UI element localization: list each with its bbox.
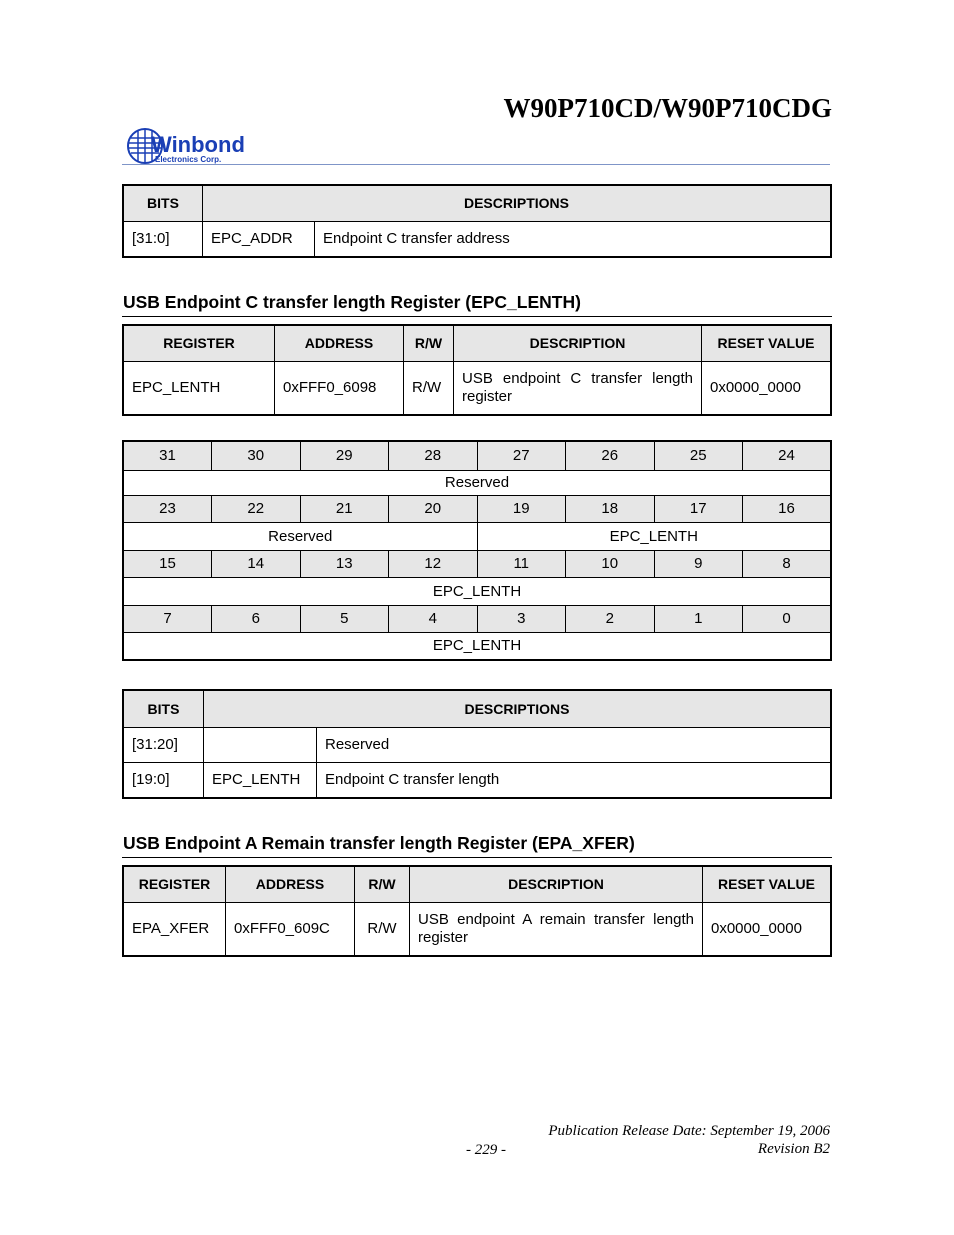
bits-table-epc-addr (122, 184, 832, 258)
register-table-epc-lenth: REGISTER ADDRESS R/W DESCRIPTION RESET VALUE EPC_LENTH 0xFFF0_6098 R/W USB endpoint C transfer length register 0x0000_0000 (122, 324, 832, 416)
bit-number: 15 (123, 550, 212, 577)
bit-number: 23 (123, 495, 212, 522)
svg-text:Winbond: Winbond (151, 132, 245, 157)
bit-number: 27 (477, 441, 566, 470)
col-bits: BITS (123, 185, 203, 221)
bit-number: 1 (654, 605, 743, 632)
bit-number: 10 (566, 550, 655, 577)
bit-number: 7 (123, 605, 212, 632)
bit-number: 29 (300, 441, 389, 470)
bit-number: 19 (477, 495, 566, 522)
register-table-epa-xfer: REGISTER ADDRESS R/W DESCRIPTION RESET VALUE EPA_XFER 0xFFF0_609C R/W USB endpoint A remain transfer length register 0x0000_0000 (122, 865, 832, 957)
bit-number: 5 (300, 605, 389, 632)
bit-number: 14 (212, 550, 301, 577)
table-row: [19:0] EPC_LENTH Endpoint C transfer length (123, 762, 831, 798)
header-rule (122, 164, 830, 165)
bit-map-table (122, 440, 832, 661)
bit-number: 18 (566, 495, 655, 522)
document-title: W90P710CD/W90P710CDG (503, 93, 832, 123)
bit-number: 28 (389, 441, 478, 470)
bit-number: 21 (300, 495, 389, 522)
bit-field-reserved: Reserved (123, 522, 477, 550)
svg-text:Electronics Corp.: Electronics Corp. (155, 155, 222, 164)
section-rule (122, 857, 832, 858)
bit-number: 31 (123, 441, 212, 470)
table-row: EPC_LENTH 0xFFF0_6098 R/W USB endpoint C transfer length register 0x0000_0000 (123, 361, 831, 415)
bit-number: 4 (389, 605, 478, 632)
bit-number: 12 (389, 550, 478, 577)
revision: Revision B2 (757, 1141, 830, 1157)
section-heading-epc-lenth: USB Endpoint C transfer length Register (EPC_LENTH) (123, 292, 581, 312)
section-heading-epa-xfer: USB Endpoint A Remain transfer length Register (EPA_XFER) (123, 833, 635, 853)
bit-number: 22 (212, 495, 301, 522)
bit-number: 30 (212, 441, 301, 470)
bit-field-epc-lenth: EPC_LENTH (123, 577, 831, 605)
bit-number: 11 (477, 550, 566, 577)
bit-field-epc-lenth: EPC_LENTH (123, 632, 831, 660)
table-row: EPA_XFER 0xFFF0_609C R/W USB endpoint A remain transfer length register 0x0000_0000 (123, 902, 831, 956)
winbond-logo (127, 126, 252, 166)
bit-field-reserved: Reserved (123, 470, 831, 495)
publication-date: Publication Release Date: September 19, 2006 (548, 1123, 830, 1139)
bit-number: 6 (212, 605, 301, 632)
section-rule (122, 316, 832, 317)
bit-number: 3 (477, 605, 566, 632)
col-descriptions: DESCRIPTIONS (203, 185, 832, 221)
bit-number: 9 (654, 550, 743, 577)
bit-number: 13 (300, 550, 389, 577)
bit-number: 24 (743, 441, 832, 470)
bit-number: 20 (389, 495, 478, 522)
bit-number: 0 (743, 605, 832, 632)
table-row: [31:20] Reserved (123, 727, 831, 762)
bit-number: 16 (743, 495, 832, 522)
bit-number: 8 (743, 550, 832, 577)
table-row: [31:0] EPC_ADDR Endpoint C transfer address (123, 221, 831, 257)
bit-number: 17 (654, 495, 743, 522)
col-descriptions: DESCRIPTIONS (204, 690, 832, 727)
bit-number: 26 (566, 441, 655, 470)
col-bits: BITS (123, 690, 204, 727)
bit-number: 25 (654, 441, 743, 470)
page-number: - 229 - (466, 1142, 506, 1158)
bit-number: 2 (566, 605, 655, 632)
bit-field-epc-lenth: EPC_LENTH (477, 522, 831, 550)
bits-table-epc-lenth (122, 689, 832, 799)
